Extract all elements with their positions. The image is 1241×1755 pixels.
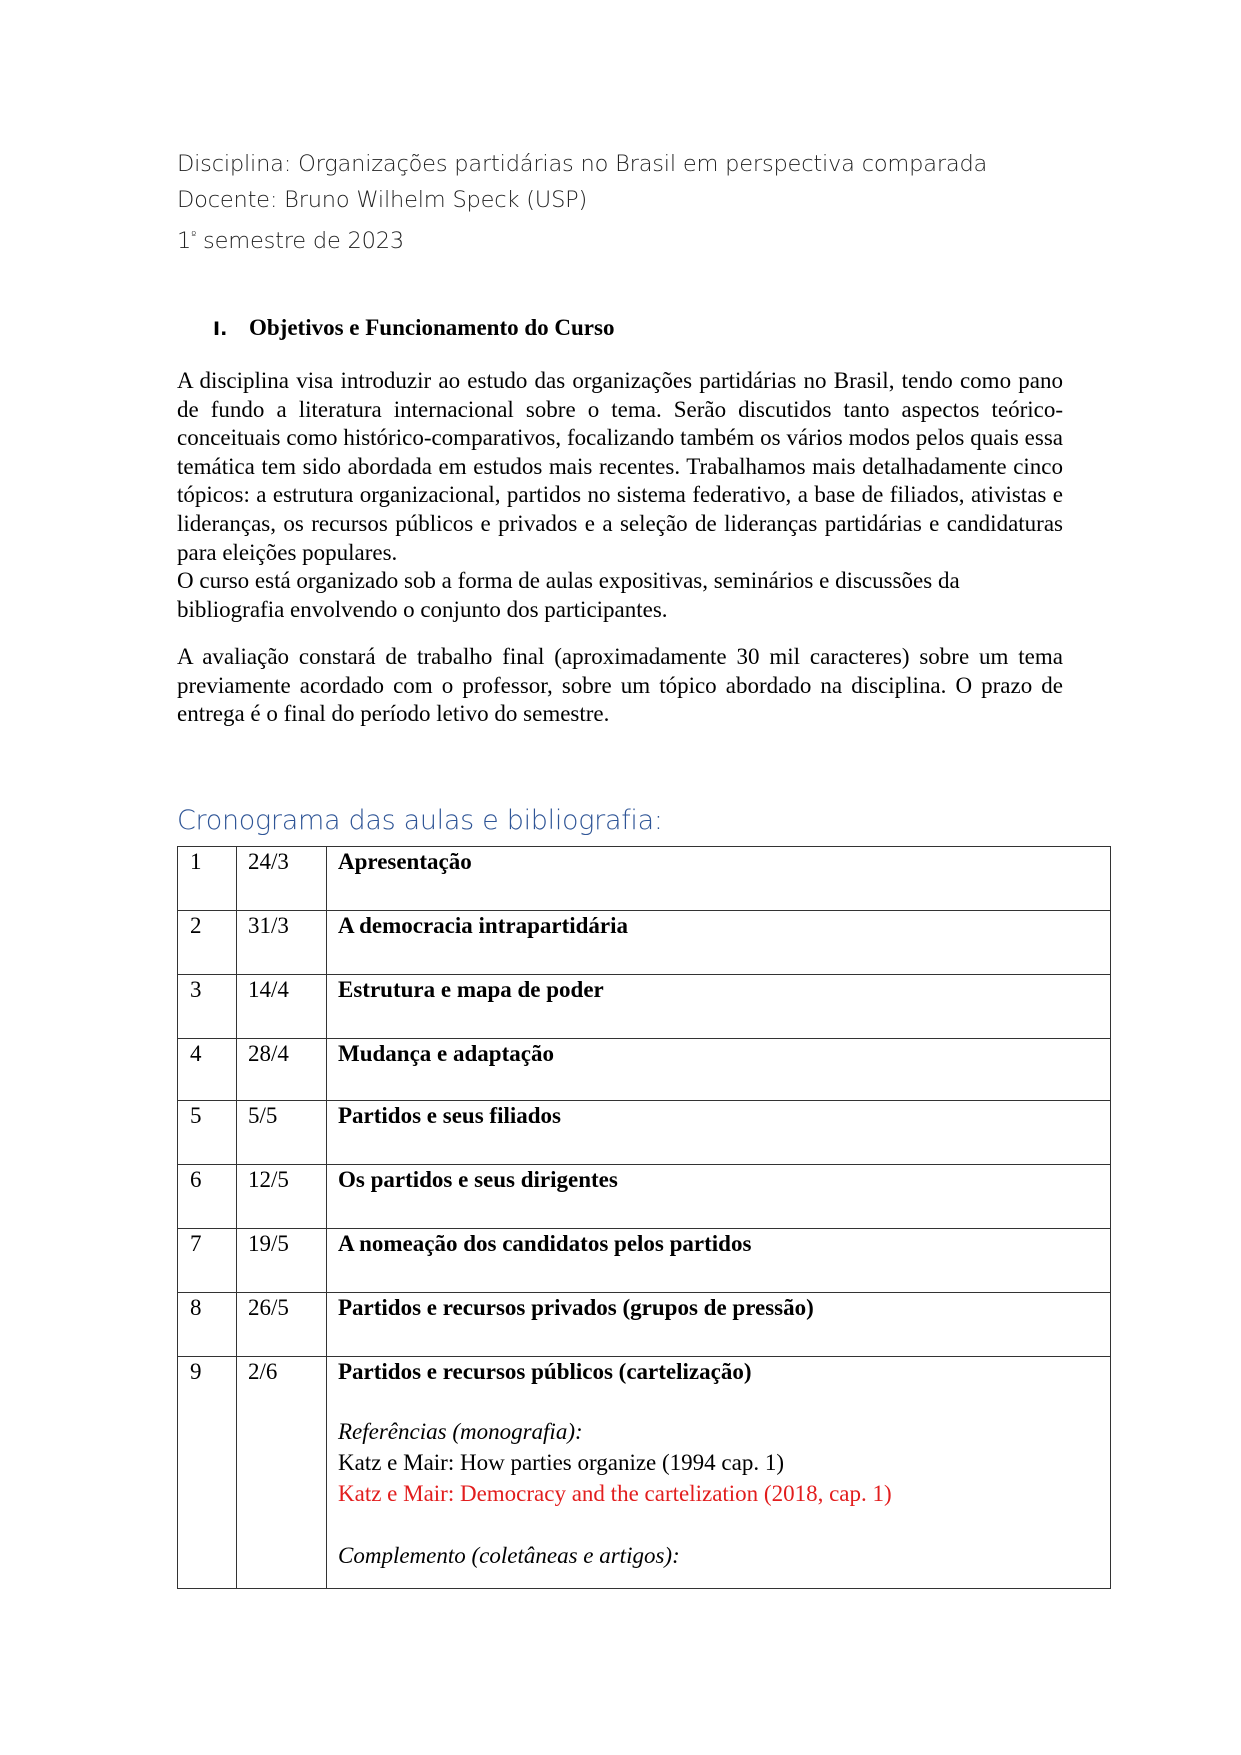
class-topic	[327, 1229, 1111, 1293]
class-date: 24/3	[237, 847, 327, 911]
class-topic	[327, 847, 1111, 911]
class-date: 2/6	[237, 1357, 327, 1589]
table-row	[178, 1101, 1111, 1165]
class-number: 3	[178, 975, 237, 1039]
class-date: 14/4	[237, 975, 327, 1039]
semester-text: semestre de 2023	[196, 228, 405, 254]
table-row	[178, 1357, 1111, 1589]
table-row	[178, 1039, 1111, 1101]
class-topic-title: Apresentação	[338, 849, 472, 874]
class-date: 12/5	[237, 1165, 327, 1229]
class-topic	[327, 1039, 1111, 1101]
table-row	[178, 1165, 1111, 1229]
class-number: 4	[178, 1039, 237, 1101]
class-topic	[327, 911, 1111, 975]
class-topic	[327, 1293, 1111, 1357]
class-number: 6	[178, 1165, 237, 1229]
course-discipline: Disciplina: Organizações partidárias no Brasil em perspectiva comparada	[177, 151, 988, 177]
table-row	[178, 1229, 1111, 1293]
references-heading: Referências (monografia):	[338, 1419, 583, 1444]
schedule-table	[177, 846, 1111, 1589]
course-semester	[177, 218, 987, 259]
class-topic-title: Partidos e recursos privados (grupos de pressão)	[338, 1295, 814, 1320]
class-topic	[327, 1357, 1111, 1589]
class-number: 5	[178, 1101, 237, 1165]
objectives-paragraph	[177, 367, 1063, 624]
reference-item: Katz e Mair: How parties organize (1994 cap. 1)	[338, 1450, 784, 1475]
class-topic-title: Partidos e recursos públicos (cartelização)	[338, 1359, 752, 1384]
class-date: 19/5	[237, 1229, 327, 1293]
class-topic	[327, 1165, 1111, 1229]
semester-ordinal: º	[191, 229, 197, 242]
table-row	[178, 911, 1111, 975]
table-row	[178, 847, 1111, 911]
evaluation-paragraph	[177, 643, 1063, 729]
class-number: 9	[178, 1357, 237, 1589]
class-topic-title: Partidos e seus filiados	[338, 1103, 561, 1128]
table-row	[178, 975, 1111, 1039]
class-topic-title: A democracia intrapartidária	[338, 913, 629, 938]
course-header	[177, 146, 987, 259]
spacer	[338, 1509, 1110, 1540]
section-number: I.	[213, 318, 228, 340]
class-number: 1	[178, 847, 237, 911]
schedule-title: Cronograma das aulas e bibliografia:	[177, 805, 663, 836]
complement-heading: Complemento (coletâneas e artigos):	[338, 1543, 680, 1568]
class-date: 5/5	[237, 1101, 327, 1165]
class-number: 7	[178, 1229, 237, 1293]
objectives-text: A disciplina visa introduzir ao estudo das organizações partidárias no Brasil, tendo como pano de fundo a literatura internacional sobre o tema. Serão discutidos tanto aspectos teórico-conceituais como histórico-comparativos, focalizando também os vários modos pelos quais essa temática tem sido abordada em estudos mais recentes. Trabalhamos mais detalhadamente cinco tópicos: a estrutura organizacional, partidos no sistema federativo, a base de filiados, ativistas e lideranças, os recursos públicos e privados e a seleção de lideranças partidárias e candidaturas para eleições populares.	[177, 368, 1063, 565]
table-row	[178, 1293, 1111, 1357]
reference-item-highlighted: Katz e Mair: Democracy and the cartelization (2018, cap. 1)	[338, 1481, 892, 1506]
section-title: Objetivos e Funcionamento do Curso	[249, 315, 615, 340]
section-heading	[177, 315, 614, 341]
class-topic-title: A nomeação dos candidatos pelos partidos	[338, 1231, 752, 1256]
course-teacher: Docente: Bruno Wilhelm Speck (USP)	[177, 187, 588, 213]
evaluation-text: A avaliação constará de trabalho final (aproximadamente 30 mil caracteres) sobre um tema previamente acordado com o professor, sobre um tópico abordado na disciplina. O prazo de entrega é o final do período letivo do semestre.	[177, 644, 1063, 727]
organization-text: O curso está organizado sob a forma de aulas expositivas, seminários e discussões da bibliografia envolvendo o conjunto dos participantes.	[177, 568, 960, 622]
semester-number: 1	[177, 228, 192, 254]
class-topic-title: Os partidos e seus dirigentes	[338, 1167, 618, 1192]
class-number: 8	[178, 1293, 237, 1357]
class-date: 28/4	[237, 1039, 327, 1101]
class-number: 2	[178, 911, 237, 975]
class-topic-title: Mudança e adaptação	[338, 1041, 554, 1066]
class-date: 26/5	[237, 1293, 327, 1357]
class-date: 31/3	[237, 911, 327, 975]
class-topic	[327, 975, 1111, 1039]
class-topic	[327, 1101, 1111, 1165]
references-block	[338, 1416, 1110, 1571]
class-topic-title: Estrutura e mapa de poder	[338, 977, 604, 1002]
